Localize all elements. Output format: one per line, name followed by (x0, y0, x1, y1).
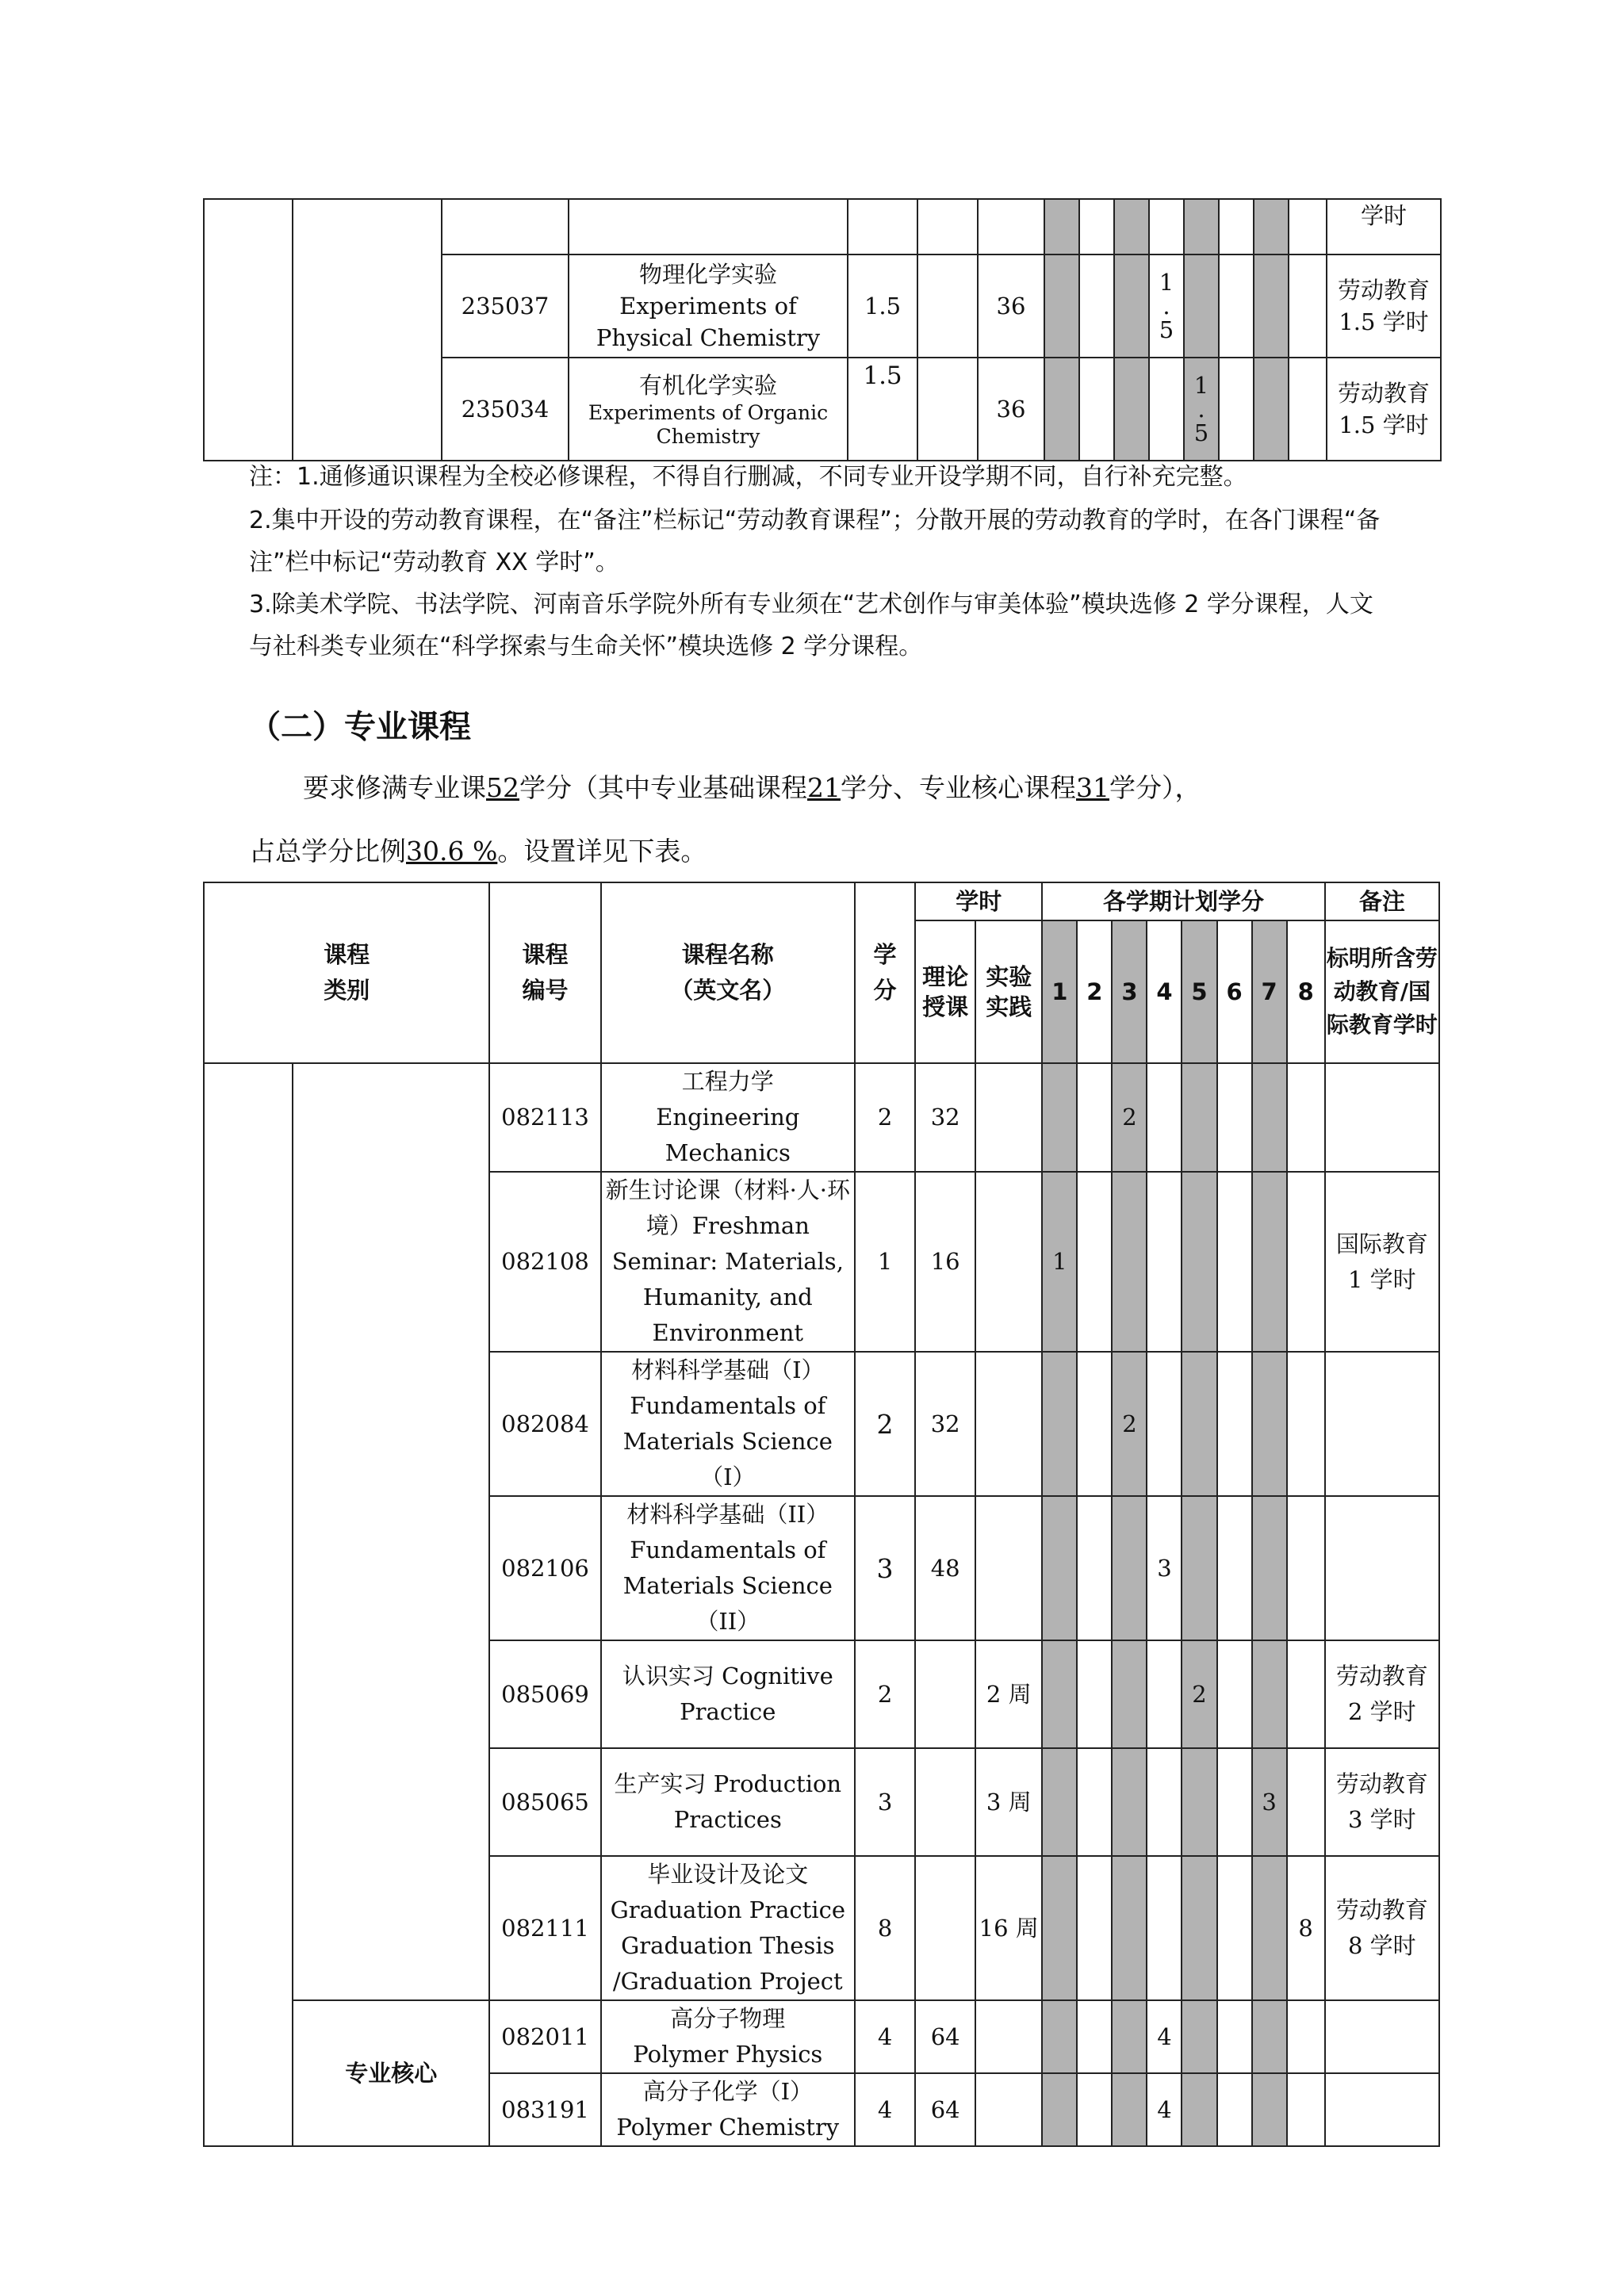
practice-hours (975, 2000, 1042, 2073)
practice-hours (978, 199, 1044, 254)
course-credit (848, 199, 917, 254)
remark-cell: 劳动教育 8 学时 (1325, 1856, 1439, 2000)
credit-ratio-line (249, 832, 707, 871)
course-credit: 4 (855, 2073, 915, 2146)
semester-1-cell (1042, 1496, 1077, 1640)
semester-8-cell (1287, 1063, 1325, 1172)
semester-6-cell (1217, 2000, 1252, 2073)
semester-4-cell: 4 (1147, 2073, 1182, 2146)
semester-3-cell (1114, 199, 1149, 254)
table-row (204, 2000, 1439, 2073)
semester-8-cell (1287, 1352, 1325, 1496)
semester-7-cell (1252, 1640, 1287, 1748)
theory-hours (915, 1640, 975, 1748)
semester-5-cell (1182, 1063, 1216, 1172)
remark-cell: 劳动教育 1.5 学时 (1327, 254, 1441, 358)
table-row (204, 1063, 1439, 1172)
semester-5-cell (1184, 254, 1219, 358)
semester-8-cell (1287, 2000, 1325, 2073)
header-remark-sub: 标明所含劳动教育/国际教育学时 (1325, 920, 1439, 1063)
semester-4-cell (1149, 199, 1184, 254)
req-text-b: 学分（其中专业基础课程 (519, 772, 807, 803)
semester-4-cell (1149, 358, 1184, 461)
semester-6-cell (1217, 1748, 1252, 1856)
theory-hours: 64 (915, 2073, 975, 2146)
semester-1-cell (1042, 2073, 1077, 2146)
semester-5-cell (1182, 2073, 1216, 2146)
practice-hours (975, 1352, 1042, 1496)
practice-hours (975, 1063, 1042, 1172)
header-semesters: 各学期计划学分 (1042, 882, 1324, 920)
semester-1-cell (1044, 199, 1079, 254)
theory-hours: 64 (915, 2000, 975, 2073)
semester-3-cell (1112, 2000, 1147, 2073)
subcategory-basic-cell (293, 1063, 489, 2000)
theory-hours (915, 1748, 975, 1856)
semester-5-cell: 1 . 5 (1184, 358, 1219, 461)
semester-8-cell (1289, 199, 1327, 254)
semester-4-cell: 3 (1147, 1496, 1182, 1640)
course-name: 高分子物理 Polymer Physics (601, 2000, 855, 2073)
semester-7-cell (1252, 1856, 1287, 2000)
course-name (569, 358, 848, 461)
semester-2-cell (1077, 1172, 1112, 1352)
header-semester-3: 3 (1112, 920, 1147, 1063)
section-title: （二）专业课程 (249, 709, 471, 745)
semester-1-cell (1042, 1640, 1077, 1748)
semester-3-cell (1112, 1856, 1147, 2000)
professional-course-table (203, 882, 1440, 2147)
semester-3-cell (1112, 1640, 1147, 1748)
header-semester-4: 4 (1147, 920, 1182, 1063)
semester-2-cell (1077, 1640, 1112, 1748)
header-semester-2: 2 (1077, 920, 1112, 1063)
semester-2-cell (1077, 1063, 1112, 1172)
semester-4-cell (1147, 1748, 1182, 1856)
subcategory-cell (293, 199, 442, 461)
semester-3-cell (1112, 2073, 1147, 2146)
semester-7-cell (1252, 2000, 1287, 2073)
header-category: 课程 类别 (204, 882, 489, 1063)
semester-6-cell (1217, 2073, 1252, 2146)
semester-6-cell (1219, 358, 1254, 461)
theory-hours: 32 (915, 1063, 975, 1172)
semester-8-cell (1287, 1496, 1325, 1640)
semester-1-cell: 1 (1042, 1172, 1077, 1352)
header-theory: 理论 授课 (915, 920, 975, 1063)
remark-cell: 劳动教育 1.5 学时 (1327, 358, 1441, 461)
semester-3-cell (1114, 358, 1149, 461)
req-text-d: 学分）， (1109, 772, 1201, 803)
remark-cell: 学时 (1327, 199, 1441, 254)
remark-cell (1325, 1352, 1439, 1496)
semester-8-cell (1289, 358, 1327, 461)
header-semester-6: 6 (1217, 920, 1252, 1063)
remark-cell (1325, 2000, 1439, 2073)
header-semester-7: 7 (1252, 920, 1287, 1063)
note-line-2: 2.集中开设的劳动教育课程，在“备注”栏标记“劳动教育课程”；分散开展的劳动教育的学时，在各门课程“备 (249, 507, 1381, 534)
basic-credits: 21 (807, 772, 841, 803)
course-code: 082084 (489, 1352, 600, 1496)
req-text-c: 学分、专业核心课程 (841, 772, 1076, 803)
semester-4-cell (1147, 1352, 1182, 1496)
theory-hours: 32 (915, 1352, 975, 1496)
semester-5-cell (1182, 1352, 1216, 1496)
semester-1-cell (1042, 1352, 1077, 1496)
semester-1-cell (1042, 1063, 1077, 1172)
req-text-a: 要求修满专业课 (303, 772, 486, 803)
semester-1-cell (1042, 1856, 1077, 2000)
semester-7-cell (1252, 1496, 1287, 1640)
note-line-5: 与社科类专业须在“科学探索与生命关怀”模块选修 2 学分课程。 (249, 633, 923, 660)
semester-2-cell (1079, 199, 1114, 254)
course-name: 认识实习 Cognitive Practice (601, 1640, 855, 1748)
credit-requirement-line (303, 769, 1201, 807)
header-credit: 学 分 (855, 882, 915, 1063)
semester-6-cell (1217, 1063, 1252, 1172)
total-credits: 52 (486, 772, 519, 803)
semester-8-cell (1287, 1748, 1325, 1856)
core-credits: 31 (1076, 772, 1109, 803)
remark-cell (1325, 1063, 1439, 1172)
semester-7-cell (1252, 1352, 1287, 1496)
note-line-1: 注：1.通修通识课程为全校必修课程，不得自行删减，不同专业开设学期不同，自行补充完整。 (249, 463, 1247, 491)
course-name: 毕业设计及论文 Graduation Practice Graduation Thesis /Graduation Project (601, 1856, 855, 2000)
practice-hours: 36 (978, 254, 1044, 358)
subcategory-core-cell: 专业核心 (293, 2000, 489, 2146)
semester-5-cell (1184, 199, 1219, 254)
course-credit: 2 (855, 1640, 915, 1748)
semester-7-cell (1252, 1063, 1287, 1172)
semester-1-cell (1042, 2000, 1077, 2073)
semester-1-cell (1044, 254, 1079, 358)
semester-8-cell (1287, 2073, 1325, 2146)
top-course-table (203, 198, 1442, 461)
course-code: 082113 (489, 1063, 600, 1172)
course-name: 材料科学基础（II） Fundamentals of Materials Science （II） (601, 1496, 855, 1640)
semester-7-cell (1254, 199, 1289, 254)
semester-7-cell (1252, 1172, 1287, 1352)
semester-4-cell (1147, 1172, 1182, 1352)
semester-4-cell (1147, 1856, 1182, 2000)
course-name: 生产实习 Production Practices (601, 1748, 855, 1856)
semester-2-cell (1077, 2000, 1112, 2073)
theory-hours (917, 199, 978, 254)
semester-2-cell (1077, 1496, 1112, 1640)
semester-2-cell (1079, 358, 1114, 461)
practice-hours: 3 周 (975, 1748, 1042, 1856)
course-credit: 1 (855, 1172, 915, 1352)
course-code: 082108 (489, 1172, 600, 1352)
course-credit: 2 (855, 1063, 915, 1172)
course-credit: 8 (855, 1856, 915, 2000)
ratio-text-b: 。设置详见下表。 (497, 836, 707, 867)
semester-6-cell (1219, 254, 1254, 358)
remark-cell (1325, 2073, 1439, 2146)
course-credit: 3 (855, 1496, 915, 1640)
semester-4-cell (1147, 1640, 1182, 1748)
header-hours: 学时 (915, 882, 1042, 920)
semester-7-cell (1254, 254, 1289, 358)
theory-hours: 48 (915, 1496, 975, 1640)
semester-7-cell: 3 (1252, 1748, 1287, 1856)
semester-7-cell (1254, 358, 1289, 461)
remark-cell: 劳动教育 3 学时 (1325, 1748, 1439, 1856)
semester-6-cell (1217, 1496, 1252, 1640)
semester-2-cell (1079, 254, 1114, 358)
remark-cell: 劳动教育 2 学时 (1325, 1640, 1439, 1748)
course-name: 材料科学基础（I） Fundamentals of Materials Science（I） (601, 1352, 855, 1496)
practice-hours (975, 2073, 1042, 2146)
semester-5-cell (1182, 2000, 1216, 2073)
semester-6-cell (1217, 1172, 1252, 1352)
theory-hours: 16 (915, 1172, 975, 1352)
semester-2-cell (1077, 2073, 1112, 2146)
course-name-en: Experiments of Organic Chemistry (588, 401, 829, 448)
course-code: 082111 (489, 1856, 600, 2000)
course-code: 083191 (489, 2073, 600, 2146)
course-code (442, 199, 569, 254)
course-code: 235037 (442, 254, 569, 358)
semester-1-cell (1042, 1748, 1077, 1856)
header-semester-8: 8 (1287, 920, 1325, 1063)
course-name: 物理化学实验 Experiments of Physical Chemistry (569, 254, 848, 358)
table-row (204, 199, 1441, 254)
theory-hours (917, 358, 978, 461)
credit-ratio: 30.6 % (406, 836, 498, 867)
semester-5-cell: 2 (1182, 1640, 1216, 1748)
header-remark: 备注 (1325, 882, 1439, 920)
header-practice: 实验 实践 (975, 920, 1042, 1063)
course-name: 新生讨论课（材料·人·环境）Freshman Seminar: Materials, Humanity, and Environment (601, 1172, 855, 1352)
course-name (569, 199, 848, 254)
course-credit: 3 (855, 1748, 915, 1856)
semester-6-cell (1219, 199, 1254, 254)
remark-cell (1325, 1496, 1439, 1640)
semester-5-cell (1182, 1748, 1216, 1856)
semester-8-cell: 8 (1287, 1856, 1325, 2000)
note-line-4: 3.除美术学院、书法学院、河南音乐学院外所有专业须在“艺术创作与审美体验”模块选修 2 学分课程，人文 (249, 591, 1373, 618)
semester-3-cell: 2 (1112, 1352, 1147, 1496)
semester-3-cell (1112, 1172, 1147, 1352)
semester-3-cell (1114, 254, 1149, 358)
course-credit: 2 (855, 1352, 915, 1496)
practice-hours (975, 1172, 1042, 1352)
note-line-3: 注”栏中标记“劳动教育 XX 学时”。 (249, 549, 619, 576)
course-credit: 4 (855, 2000, 915, 2073)
header-name: 课程名称 （英文名） (601, 882, 855, 1063)
semester-5-cell (1182, 1856, 1216, 2000)
semester-2-cell (1077, 1748, 1112, 1856)
semester-8-cell (1289, 254, 1327, 358)
semester-6-cell (1217, 1856, 1252, 2000)
practice-hours: 2 周 (975, 1640, 1042, 1748)
semester-3-cell (1112, 1748, 1147, 1856)
course-code: 082106 (489, 1496, 600, 1640)
remark-cell: 国际教育 1 学时 (1325, 1172, 1439, 1352)
practice-hours: 16 周 (975, 1856, 1042, 2000)
course-name: 高分子化学（I） Polymer Chemistry (601, 2073, 855, 2146)
course-name: 工程力学 Engineering Mechanics (601, 1063, 855, 1172)
theory-hours (915, 1856, 975, 2000)
header-semester-5: 5 (1182, 920, 1216, 1063)
theory-hours (917, 254, 978, 358)
course-name-cn: 有机化学实验 (638, 372, 777, 399)
semester-4-cell: 1 . 5 (1149, 254, 1184, 358)
semester-4-cell (1147, 1063, 1182, 1172)
semester-3-cell: 2 (1112, 1063, 1147, 1172)
semester-8-cell (1287, 1640, 1325, 1748)
course-credit: 1.5 (848, 254, 917, 358)
semester-5-cell (1182, 1172, 1216, 1352)
semester-2-cell (1077, 1352, 1112, 1496)
semester-8-cell (1287, 1172, 1325, 1352)
semester-3-cell (1112, 1496, 1147, 1640)
semester-2-cell (1077, 1856, 1112, 2000)
ratio-text-a: 占总学分比例 (249, 836, 406, 867)
header-code: 课程 编号 (489, 882, 600, 1063)
course-code: 082011 (489, 2000, 600, 2073)
semester-6-cell (1217, 1640, 1252, 1748)
category-cell (204, 199, 293, 461)
semester-7-cell (1252, 2073, 1287, 2146)
course-code: 235034 (442, 358, 569, 461)
header-semester-1: 1 (1042, 920, 1077, 1063)
course-code: 085065 (489, 1748, 600, 1856)
semester-6-cell (1217, 1352, 1252, 1496)
practice-hours (975, 1496, 1042, 1640)
category-cell (204, 1063, 293, 2146)
course-code: 085069 (489, 1640, 600, 1748)
course-credit: 1.5 (848, 358, 917, 461)
semester-1-cell (1044, 358, 1079, 461)
semester-5-cell (1182, 1496, 1216, 1640)
practice-hours: 36 (978, 358, 1044, 461)
header-row-1 (204, 882, 1439, 920)
semester-4-cell: 4 (1147, 2000, 1182, 2073)
